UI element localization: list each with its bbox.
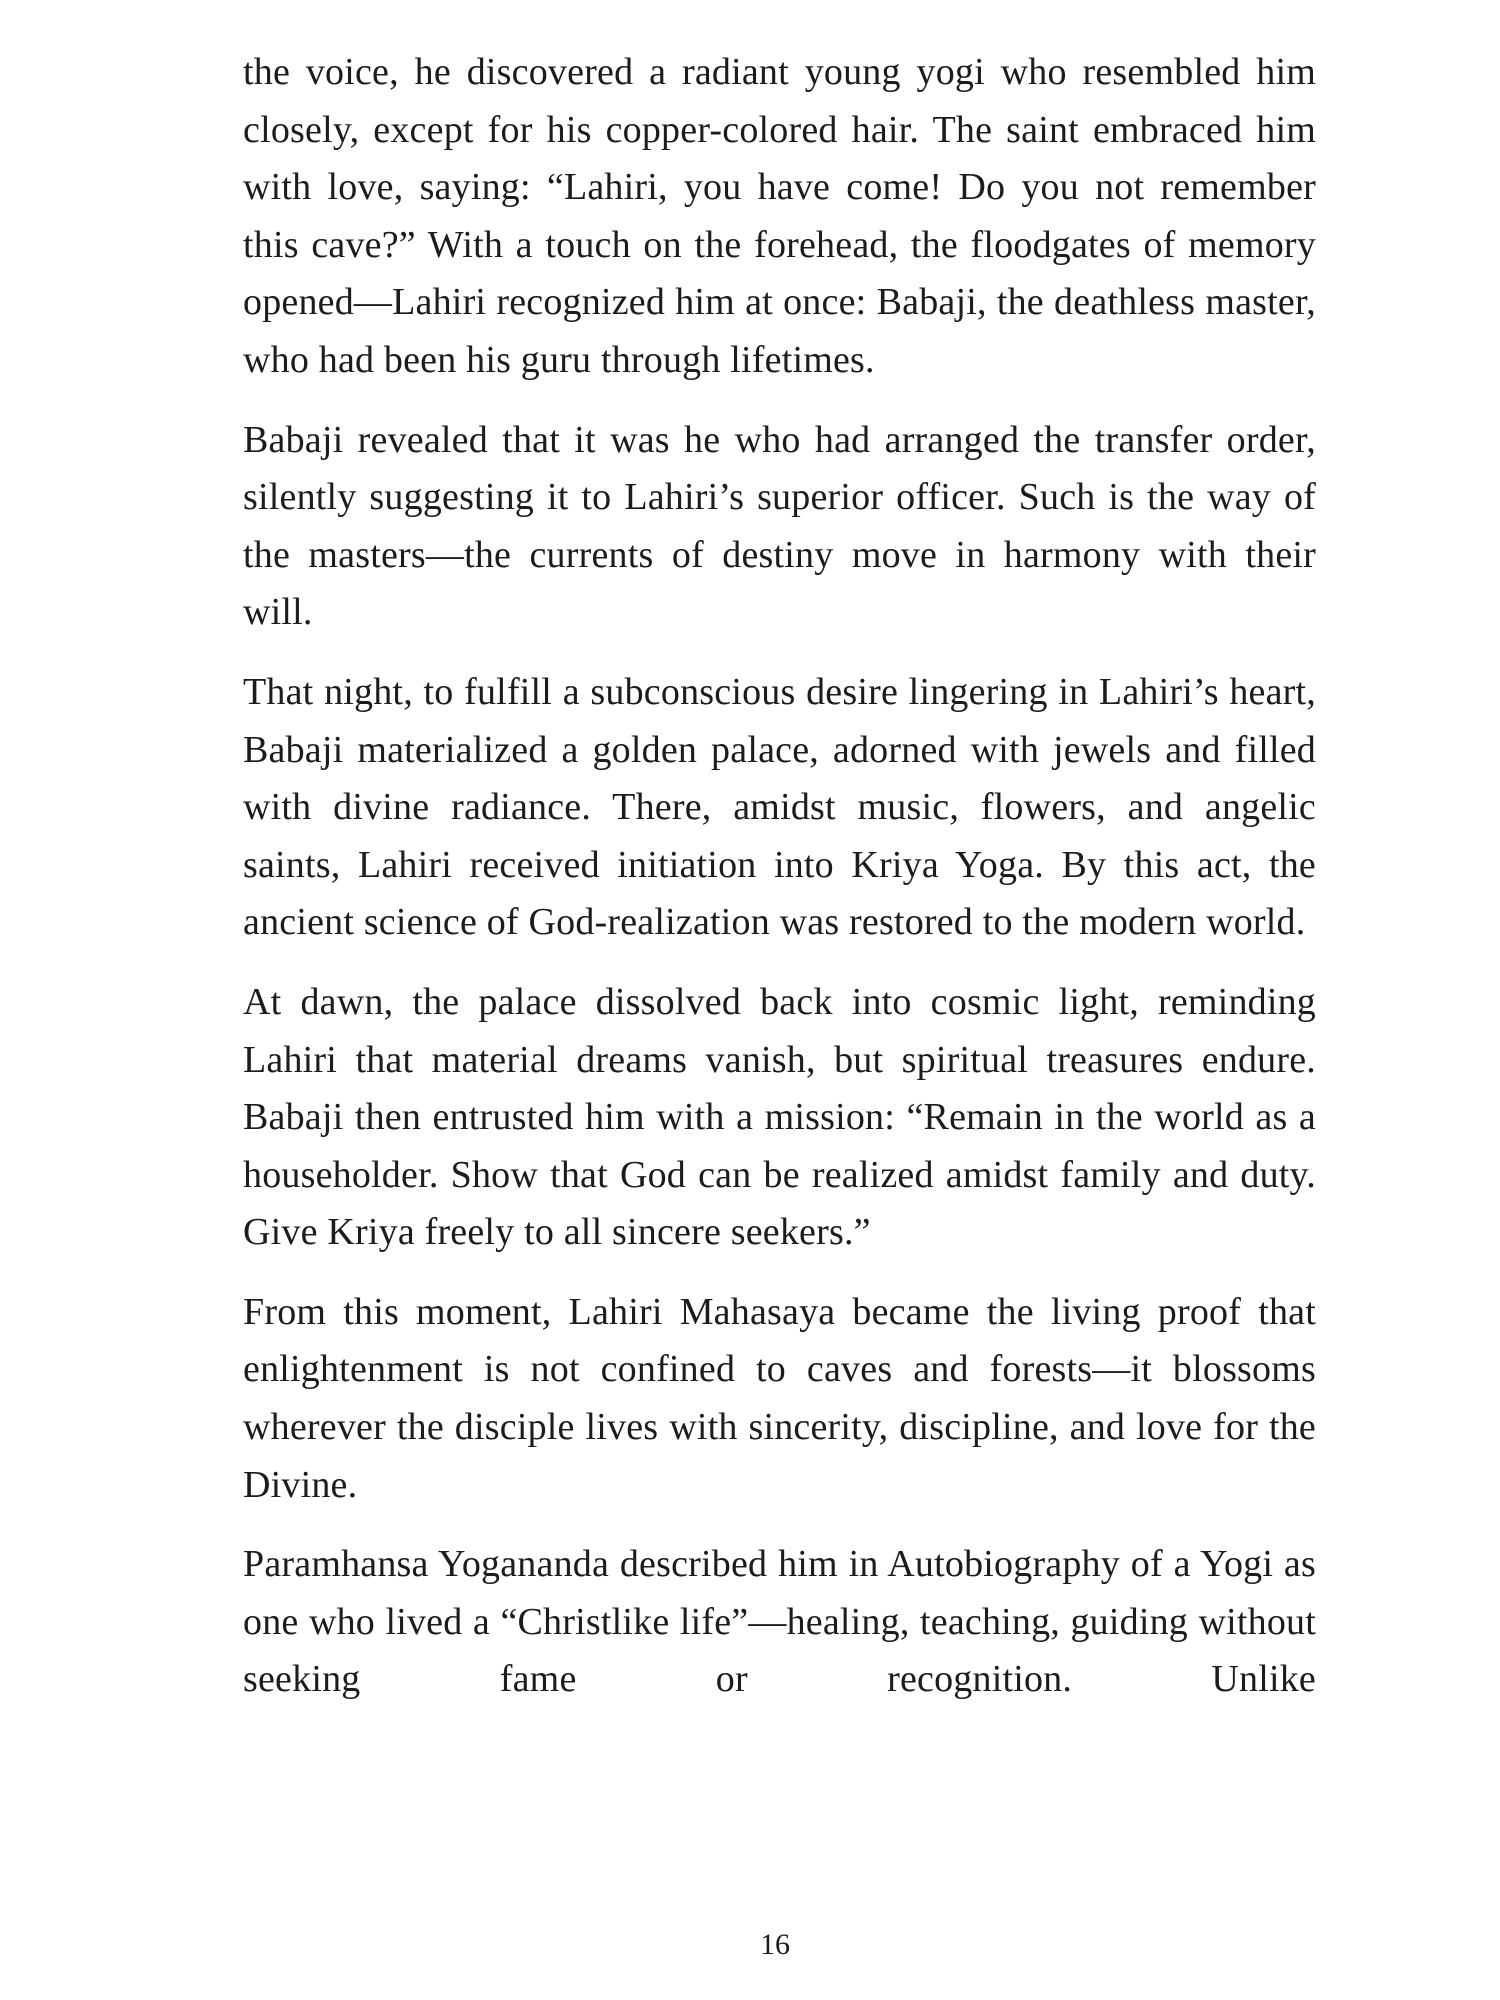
paragraph-yogananda: Paramhansa Yogananda described him in Autobiography of a Yogi as one who lived a “Christlike life”—healing, teaching, guiding without seeking fame or recognition. Unlike	[243, 1543, 1316, 1701]
paragraph-mission: At dawn, the palace dissolved back into cosmic light, reminding Lahiri that material dreams vanish, but spiritual treasures endure. Babaji then entrusted him with a mission: “Remain in the world as a householder. Show that God can be realized amidst family and duty. Give Kriya freely to all sincere seekers.”	[243, 980, 1316, 1254]
paragraph-transfer-order: Babaji revealed that it was he who had arranged the transfer order, silently suggesting it to Lahiri’s superior officer. Such is the way of the masters—the currents of destiny move in harmony with their will.	[243, 418, 1316, 634]
page-number: 16	[760, 1928, 790, 1961]
paragraph-golden-palace: That night, to fulfill a subconscious desire lingering in Lahiri’s heart, Babaji materialized a golden palace, adorned with jewels and filled with divine radiance. There, amidst music, flowers, and angelic saints, Lahiri received initiation into Kriya Yoga. By this act, the ancient science of God-realization was restored to the modern world.	[243, 670, 1316, 944]
paragraph-living-proof: From this moment, Lahiri Mahasaya became the living proof that enlightenment is not confined to caves and forests—it blossoms wherever the disciple lives with sincerity, discipline, and love for the Divine.	[243, 1290, 1316, 1506]
body-text	[243, 44, 1316, 1709]
paragraph-babaji-meeting: the voice, he discovered a radiant young yogi who resembled him closely, except for his copper-colored hair. The saint embraced him with love, saying: “Lahiri, you have come! Do you not remember this cave?” With a touch on the forehead, the floodgates of memory opened—Lahiri recognized him at once: Babaji, the deathless master, who had been his guru through lifetimes.	[243, 51, 1316, 381]
